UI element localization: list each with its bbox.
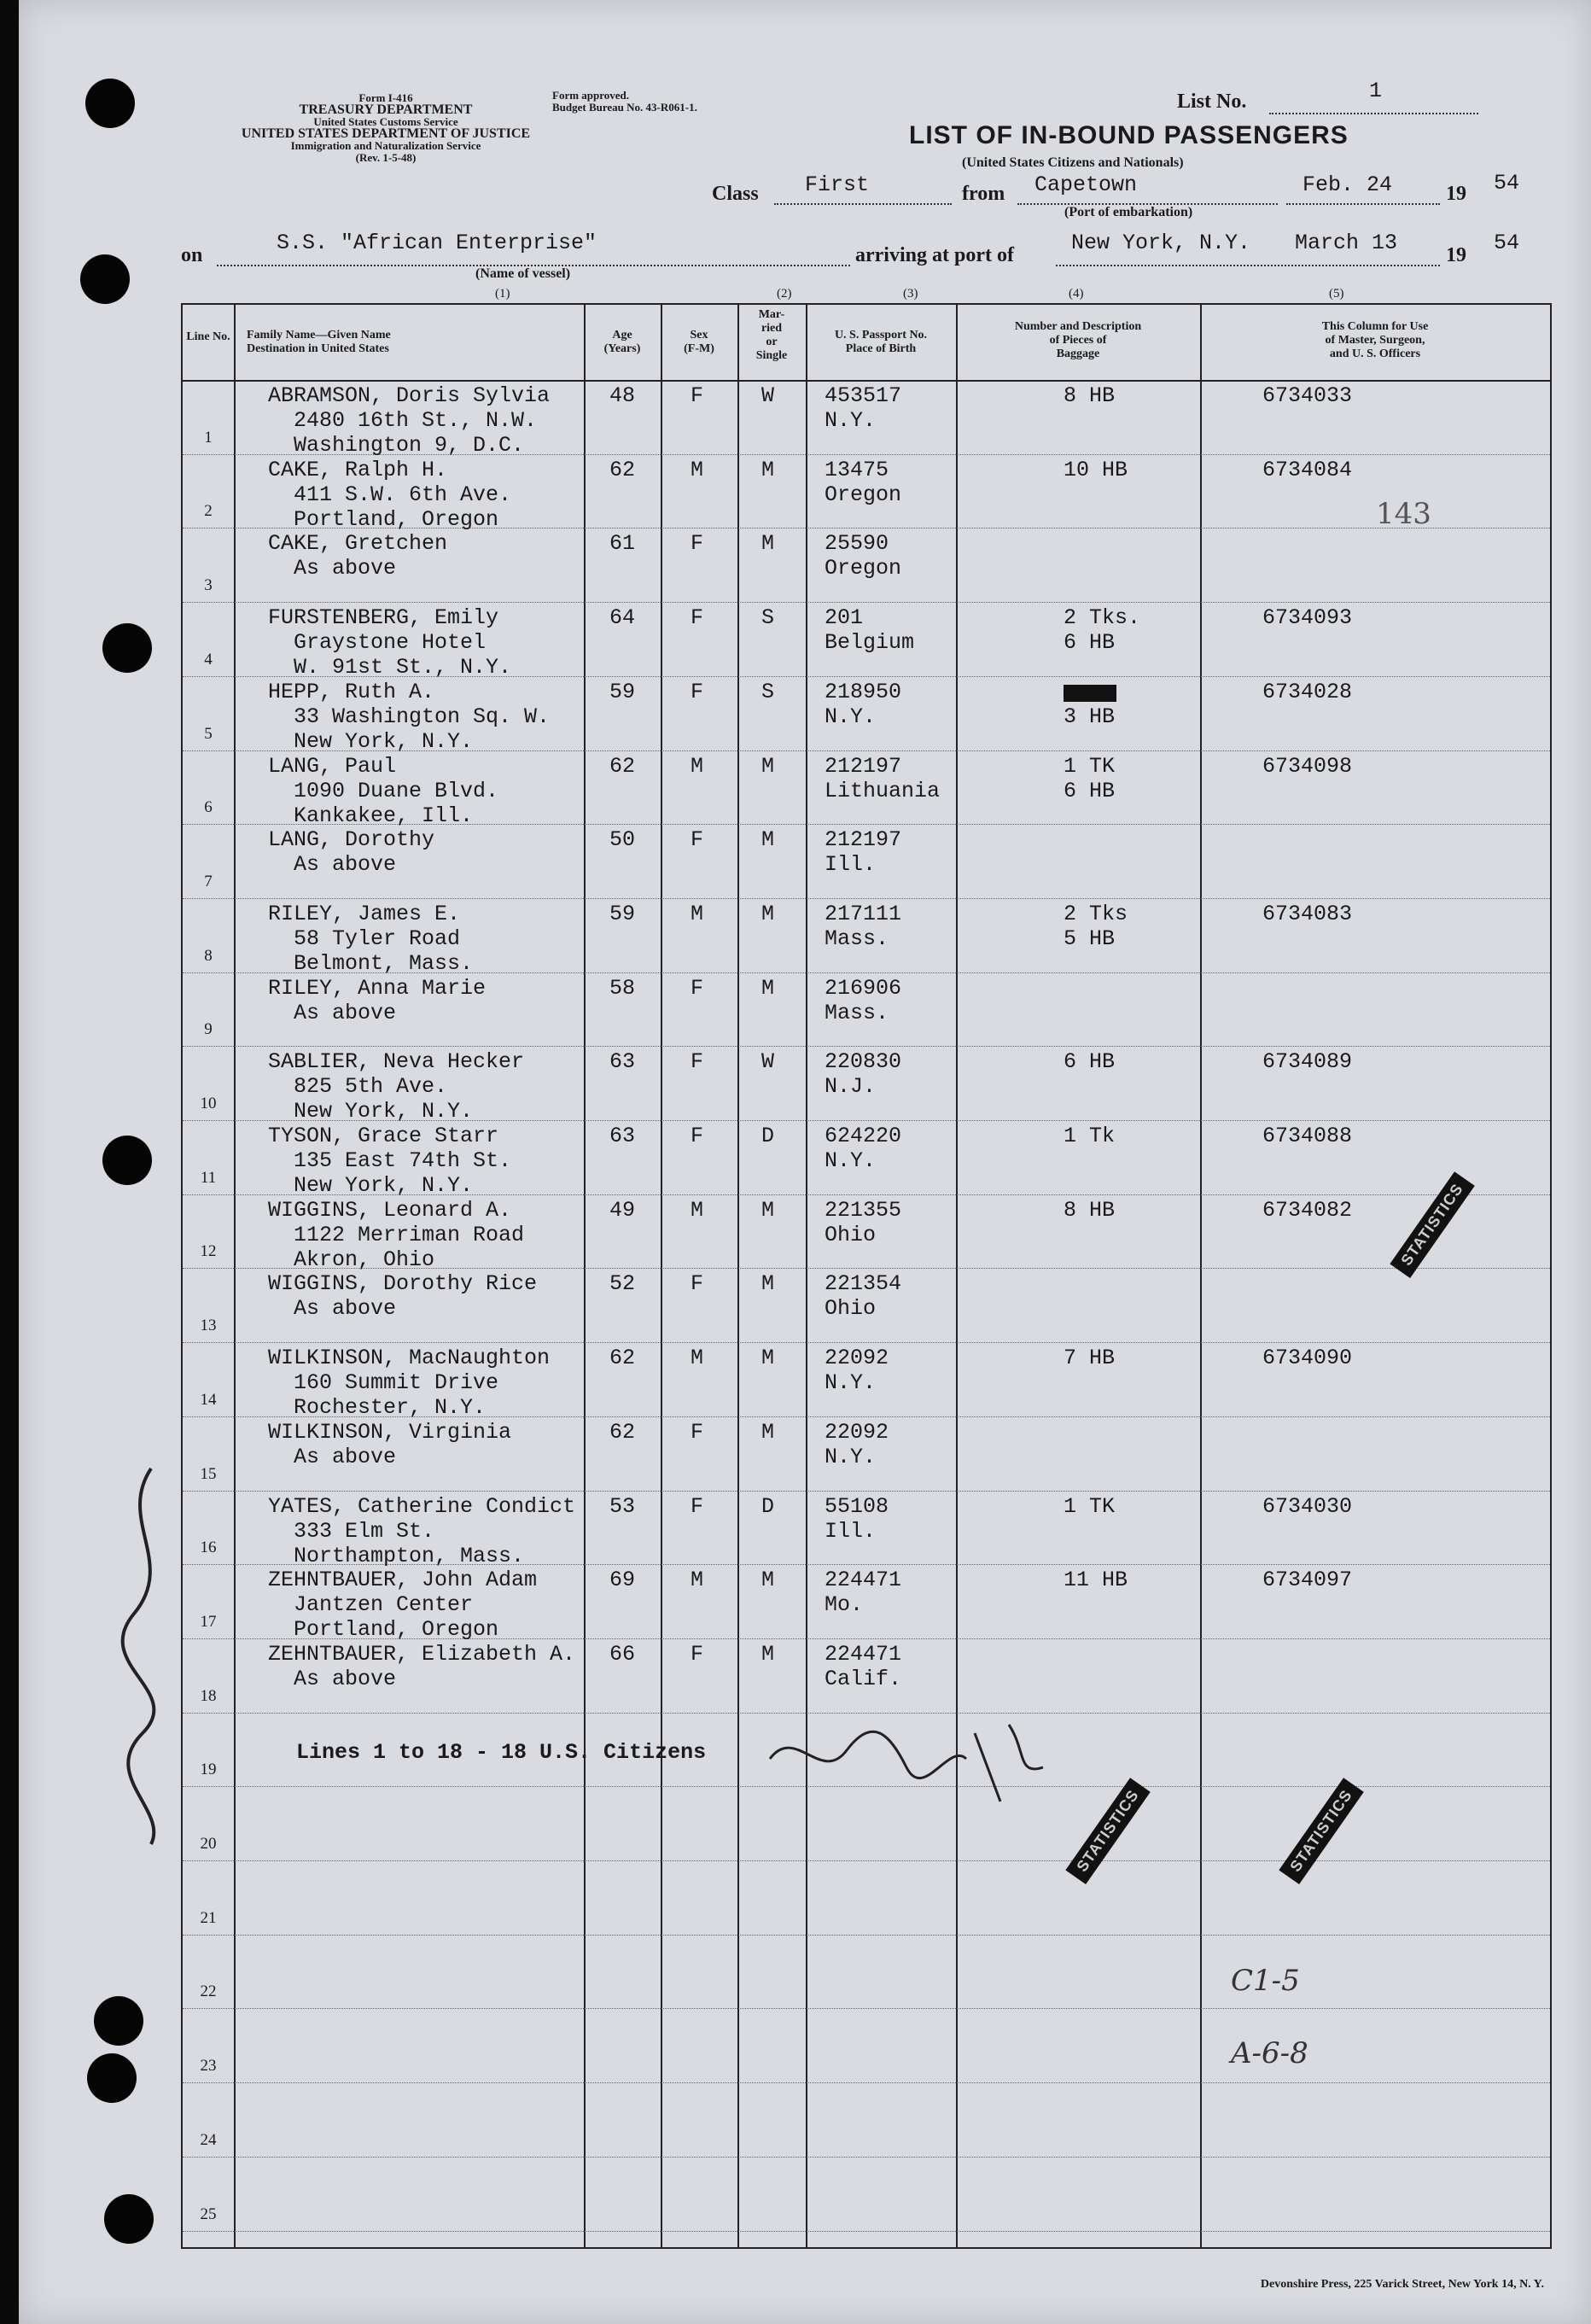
arriving-label: arriving at port of [855,244,1014,266]
passenger-passport: 22092 N.Y. [825,1419,889,1469]
passenger-officer-no: 6734093 [1262,605,1353,631]
passenger-age: 62 [609,1419,636,1445]
passenger-passport: 212197 Ill. [825,827,902,878]
line-number: 5 [204,724,213,743]
passenger-officer-no: 6734082 [1262,1197,1353,1223]
header-officers: This Column for Use of Master, Surgeon, and U. S. Officers [1321,320,1429,360]
passenger-marital: M [761,1641,775,1667]
passenger-age: 59 [609,679,636,704]
passenger-address: 58 Tyler Road Belmont, Mass. [294,926,474,976]
revision: (Rev. 1-5-48) [355,151,417,164]
passenger-baggage: 8 HB [1064,1197,1116,1223]
passenger-age: 49 [609,1197,636,1223]
row-divider [183,1935,1550,1936]
annotation-143: 143 [1376,497,1431,531]
table-header [183,305,1550,382]
line-number: 3 [204,576,213,595]
class-value: First [805,172,870,197]
passenger-name: ZEHNTBAUER, John Adam [268,1568,538,1593]
passenger-address: 135 East 74th St. New York, N.Y. [294,1148,512,1198]
passenger-passport: 13475 Oregon [825,457,902,507]
col-divider [806,305,807,2247]
summary-line: Lines 1 to 18 - 18 U.S. Citizens [296,1740,707,1765]
passenger-age: 48 [609,383,636,408]
passenger-sex: M [691,1568,704,1593]
passenger-name: LANG, Paul [268,753,397,779]
punch-hole [80,254,130,304]
passenger-address: Jantzen Center Portland, Oregon [294,1592,499,1643]
passenger-marital: M [761,1419,775,1445]
col-divider [737,305,739,2247]
header-passport: U. S. Passport No. Place of Birth [834,329,928,355]
line-number: 15 [200,1464,217,1483]
passenger-age: 66 [609,1641,636,1667]
vessel-note: (Name of vessel) [475,266,571,281]
passenger-sex: M [691,901,704,926]
annotation-a-6-8: A-6-8 [1231,2036,1308,2070]
passenger-address: As above [268,1000,397,1025]
passenger-marital: M [761,975,775,1001]
colnum-2: (2) [777,287,792,301]
passenger-baggage: 6 HB [1064,1049,1116,1075]
passenger-marital: D [761,1124,775,1148]
row-divider [183,602,1550,603]
passenger-sex: F [691,1124,704,1148]
passenger-marital: M [761,753,775,779]
passenger-baggage: 1 Tk [1064,1124,1116,1148]
passenger-baggage: 1 TK 6 HB [1064,753,1116,803]
passenger-officer-no: 6734090 [1262,1346,1353,1371]
passenger-address: 33 Washington Sq. W. New York, N.Y. [294,704,551,754]
justice-dept: UNITED STATES DEPARTMENT OF JUSTICE [241,126,531,141]
passenger-name: WIGGINS, Dorothy Rice [268,1271,538,1297]
passenger-table [181,303,1552,2249]
redaction-mark [1064,685,1116,702]
statistics-stamp: STATISTICS [1279,1778,1364,1884]
ins-service: Immigration and Naturalization Service [290,139,481,152]
punch-hole [85,79,135,128]
arrival-port: New York, N.Y. [1071,231,1251,255]
class-label: Class [712,183,759,205]
line-number: 16 [200,1539,217,1557]
passenger-name: HEPP, Ruth A. [268,679,435,704]
date-from-underline [1286,203,1440,205]
passenger-name: ABRAMSON, Doris Sylvia [268,383,551,408]
line-number: 25 [200,2204,217,2223]
passenger-address: 2480 16th St., N.W. Washington 9, D.C. [294,408,538,458]
passenger-baggage: 7 HB [1064,1346,1116,1371]
passenger-passport: 217111 Mass. [825,901,902,951]
passenger-address: 825 5th Ave. New York, N.Y. [294,1074,474,1124]
passenger-officer-no: 6734033 [1262,383,1353,408]
passenger-name: SABLIER, Neva Hecker [268,1049,525,1075]
passenger-officer-no: 6734083 [1262,901,1353,926]
date-from: Feb. 24 [1303,172,1393,197]
colnum-4: (4) [1069,287,1084,301]
list-number: 1 [1369,79,1383,103]
passenger-passport: 22092 N.Y. [825,1346,889,1396]
colnum-3: (3) [903,287,918,301]
line-number: 1 [204,428,213,447]
punch-hole [94,1996,143,2046]
passenger-name: RILEY, Anna Marie [268,975,487,1001]
line-number: 17 [200,1612,217,1631]
class-underline [774,203,952,205]
passenger-passport: 55108 Ill. [825,1493,889,1544]
col-divider [234,305,236,2247]
line-number: 19 [200,1761,217,1779]
passenger-sex: F [691,827,704,853]
passenger-name: TYSON, Grace Starr [268,1124,499,1148]
punch-hole [102,1136,152,1185]
line-number: 2 [204,502,213,521]
passenger-name: YATES, Catherine Condict [268,1493,576,1519]
passenger-passport: 221354 Ohio [825,1271,902,1322]
passenger-marital: M [761,1568,775,1593]
line-number: 8 [204,946,213,965]
line-number: 22 [200,1982,217,2001]
row-divider [183,1342,1550,1343]
arrival-date: March 13 [1295,231,1398,255]
line-number: 6 [204,798,213,817]
passenger-officer-no: 6734089 [1262,1049,1353,1075]
passenger-address: As above [268,1296,397,1322]
passenger-marital: M [761,901,775,926]
passenger-sex: F [691,383,704,408]
passenger-passport: 25590 Oregon [825,531,902,581]
passenger-marital: M [761,1197,775,1223]
col-divider [661,305,662,2247]
passenger-age: 62 [609,457,636,482]
approval-block [552,90,697,114]
colnum-1: (1) [495,287,510,301]
passenger-sex: F [691,605,704,631]
line-number: 13 [200,1317,217,1335]
passenger-passport: 221355 Ohio [825,1197,902,1247]
header-line-no: Line No. [186,330,230,343]
punch-hole [102,623,152,673]
passenger-baggage: 8 HB [1064,383,1116,408]
col-divider [1200,305,1202,2247]
passenger-marital: D [761,1493,775,1519]
line-number: 18 [200,1686,217,1705]
passenger-name: ZEHNTBAUER, Elizabeth A. [268,1641,576,1667]
passenger-baggage: 1 TK [1064,1493,1116,1519]
port-underline [1056,265,1440,266]
passenger-marital: M [761,531,775,557]
header-sex: Sex (F-M) [684,329,714,355]
statistics-stamp: STATISTICS [1065,1778,1151,1884]
passenger-name: WILKINSON, Virginia [268,1419,512,1445]
passenger-marital: S [761,605,775,631]
passenger-name: LANG, Dorothy [268,827,435,853]
header-married: Mar- ried or Single [755,308,788,362]
passenger-sex: F [691,1049,704,1075]
passenger-passport: 201 Belgium [825,605,915,656]
line-number: 7 [204,872,213,890]
passenger-marital: W [761,383,775,408]
punch-hole [87,2053,137,2103]
passenger-officer-no: 6734098 [1262,753,1353,779]
passenger-address: Graystone Hotel W. 91st St., N.Y. [294,630,512,680]
row-divider [183,2157,1550,2158]
from-value: Capetown [1034,172,1138,197]
passenger-age: 62 [609,1346,636,1371]
page-title: LIST OF IN-BOUND PASSENGERS [909,121,1349,149]
passenger-address: 160 Summit Drive Rochester, N.Y. [294,1370,499,1421]
passenger-age: 52 [609,1271,636,1297]
passenger-age: 50 [609,827,636,853]
treasury-dept: TREASURY DEPARTMENT [299,102,473,117]
vessel-name: S.S. "African Enterprise" [277,231,597,255]
passenger-address: As above [268,556,397,581]
passenger-officer-no: 6734084 [1262,457,1353,482]
line-number: 23 [200,2057,217,2076]
line-number: 14 [200,1390,217,1409]
passenger-sex: M [691,1197,704,1223]
col-divider [584,305,586,2247]
row-divider [183,2231,1550,2232]
passenger-address: As above [268,852,397,878]
row-divider [183,2082,1550,2083]
col-divider [956,305,958,2247]
passenger-age: 59 [609,901,636,926]
passenger-passport: 224471 Mo. [825,1568,902,1618]
passenger-name: WIGGINS, Leonard A. [268,1197,512,1223]
header-age: Age (Years) [603,329,641,355]
on-label: on [181,244,203,266]
printer-imprint: Devonshire Press, 225 Varick Street, New York 14, N. Y. [1260,2278,1544,2291]
passenger-age: 62 [609,753,636,779]
line-number: 21 [200,1908,217,1927]
passenger-baggage: 10 HB [1064,457,1128,482]
passenger-address: 411 S.W. 6th Ave. Portland, Oregon [294,482,512,532]
row-divider [183,1046,1550,1047]
row-divider [183,1491,1550,1492]
margin-signature [100,1451,202,1861]
passenger-sex: M [691,457,704,482]
passenger-age: 53 [609,1493,636,1519]
row-divider [183,898,1550,899]
passenger-address: 333 Elm St. Northampton, Mass. [294,1518,525,1568]
passenger-passport: 216906 Mass. [825,975,902,1025]
passenger-age: 63 [609,1124,636,1148]
line-number: 10 [200,1095,217,1112]
passenger-marital: M [761,457,775,482]
passenger-marital: W [761,1049,775,1075]
passenger-sex: F [691,1271,704,1297]
punch-hole [104,2194,154,2244]
passenger-officer-no: 6734088 [1262,1124,1353,1148]
passenger-sex: F [691,1419,704,1445]
passenger-baggage: 3 HB [1064,704,1116,729]
manifest-page [19,0,1591,2324]
from-label: from [962,183,1005,205]
line-number: 4 [204,650,213,669]
passenger-officer-no: 6734030 [1262,1493,1353,1519]
passenger-age: 61 [609,531,636,557]
passenger-address: As above [268,1444,397,1469]
passenger-name: RILEY, James E. [268,901,461,926]
header-name: Family Name—Given Name Destination in United States [247,329,391,355]
passenger-passport: 224471 Calif. [825,1641,902,1691]
passenger-age: 63 [609,1049,636,1075]
passenger-sex: F [691,1641,704,1667]
passenger-sex: F [691,531,704,557]
passenger-name: CAKE, Ralph H. [268,457,448,482]
year-arrive: 54 [1494,231,1520,255]
passenger-passport: 220830 N.J. [825,1049,902,1100]
passenger-sex: M [691,753,704,779]
statistics-stamp: STATISTICS [1390,1171,1475,1278]
line-number: 9 [204,1020,213,1039]
form-number: Form I-416 [358,91,413,104]
signature-scribble [761,1708,1069,1827]
row-divider [183,2008,1550,2009]
approval-line1: Form approved. [552,89,630,102]
row-divider [183,1860,1550,1861]
passenger-marital: M [761,1346,775,1371]
embark-note: (Port of embarkation) [1064,205,1193,219]
passenger-sex: M [691,1346,704,1371]
passenger-baggage: 2 Tks. 6 HB [1064,605,1141,656]
line-number: 11 [200,1168,217,1187]
passenger-sex: F [691,679,704,704]
passenger-marital: M [761,827,775,853]
list-label: List No. [1177,91,1247,113]
passenger-sex: F [691,975,704,1001]
passenger-passport: 453517 N.Y. [825,383,902,433]
header-baggage: Number and Description of Pieces of Baggage [1014,320,1142,360]
passenger-age: 64 [609,605,636,631]
line-number: 12 [200,1242,217,1261]
page-subtitle: (United States Citizens and Nationals) [962,155,1184,170]
colnum-5: (5) [1329,287,1344,301]
passenger-age: 69 [609,1568,636,1593]
passenger-name: FURSTENBERG, Emily [268,605,499,631]
list-underline [1269,113,1478,114]
passenger-name: WILKINSON, MacNaughton [268,1346,551,1371]
passenger-sex: F [691,1493,704,1519]
passenger-marital: S [761,679,775,704]
passenger-passport: 212197 Lithuania [825,753,941,803]
passenger-officer-no: 6734097 [1262,1568,1353,1593]
passenger-address: 1090 Duane Blvd. Kankakee, Ill. [294,778,499,828]
passenger-baggage: 2 Tks 5 HB [1064,901,1128,951]
line-number: 24 [200,2130,217,2149]
passenger-address: 1122 Merriman Road Akron, Ohio [294,1222,525,1272]
line-number: 20 [200,1835,217,1853]
passenger-address: As above [268,1666,397,1691]
passenger-age: 58 [609,975,636,1001]
year-prefix-from: 19 [1446,183,1466,205]
form-block [185,92,586,164]
customs-service: United States Customs Service [313,115,458,128]
year-prefix-arrive: 19 [1446,244,1466,266]
approval-line2: Budget Bureau No. 43-R061-1. [552,101,697,114]
passenger-baggage: 11 HB [1064,1568,1128,1593]
passenger-marital: M [761,1271,775,1297]
passenger-officer-no: 6734028 [1262,679,1353,704]
passenger-passport: 218950 N.Y. [825,679,902,729]
passenger-passport: 624220 N.Y. [825,1124,902,1173]
passenger-name: CAKE, Gretchen [268,531,448,557]
annotation-c1-5: C1-5 [1231,1964,1300,1998]
year-from: 54 [1494,171,1520,196]
